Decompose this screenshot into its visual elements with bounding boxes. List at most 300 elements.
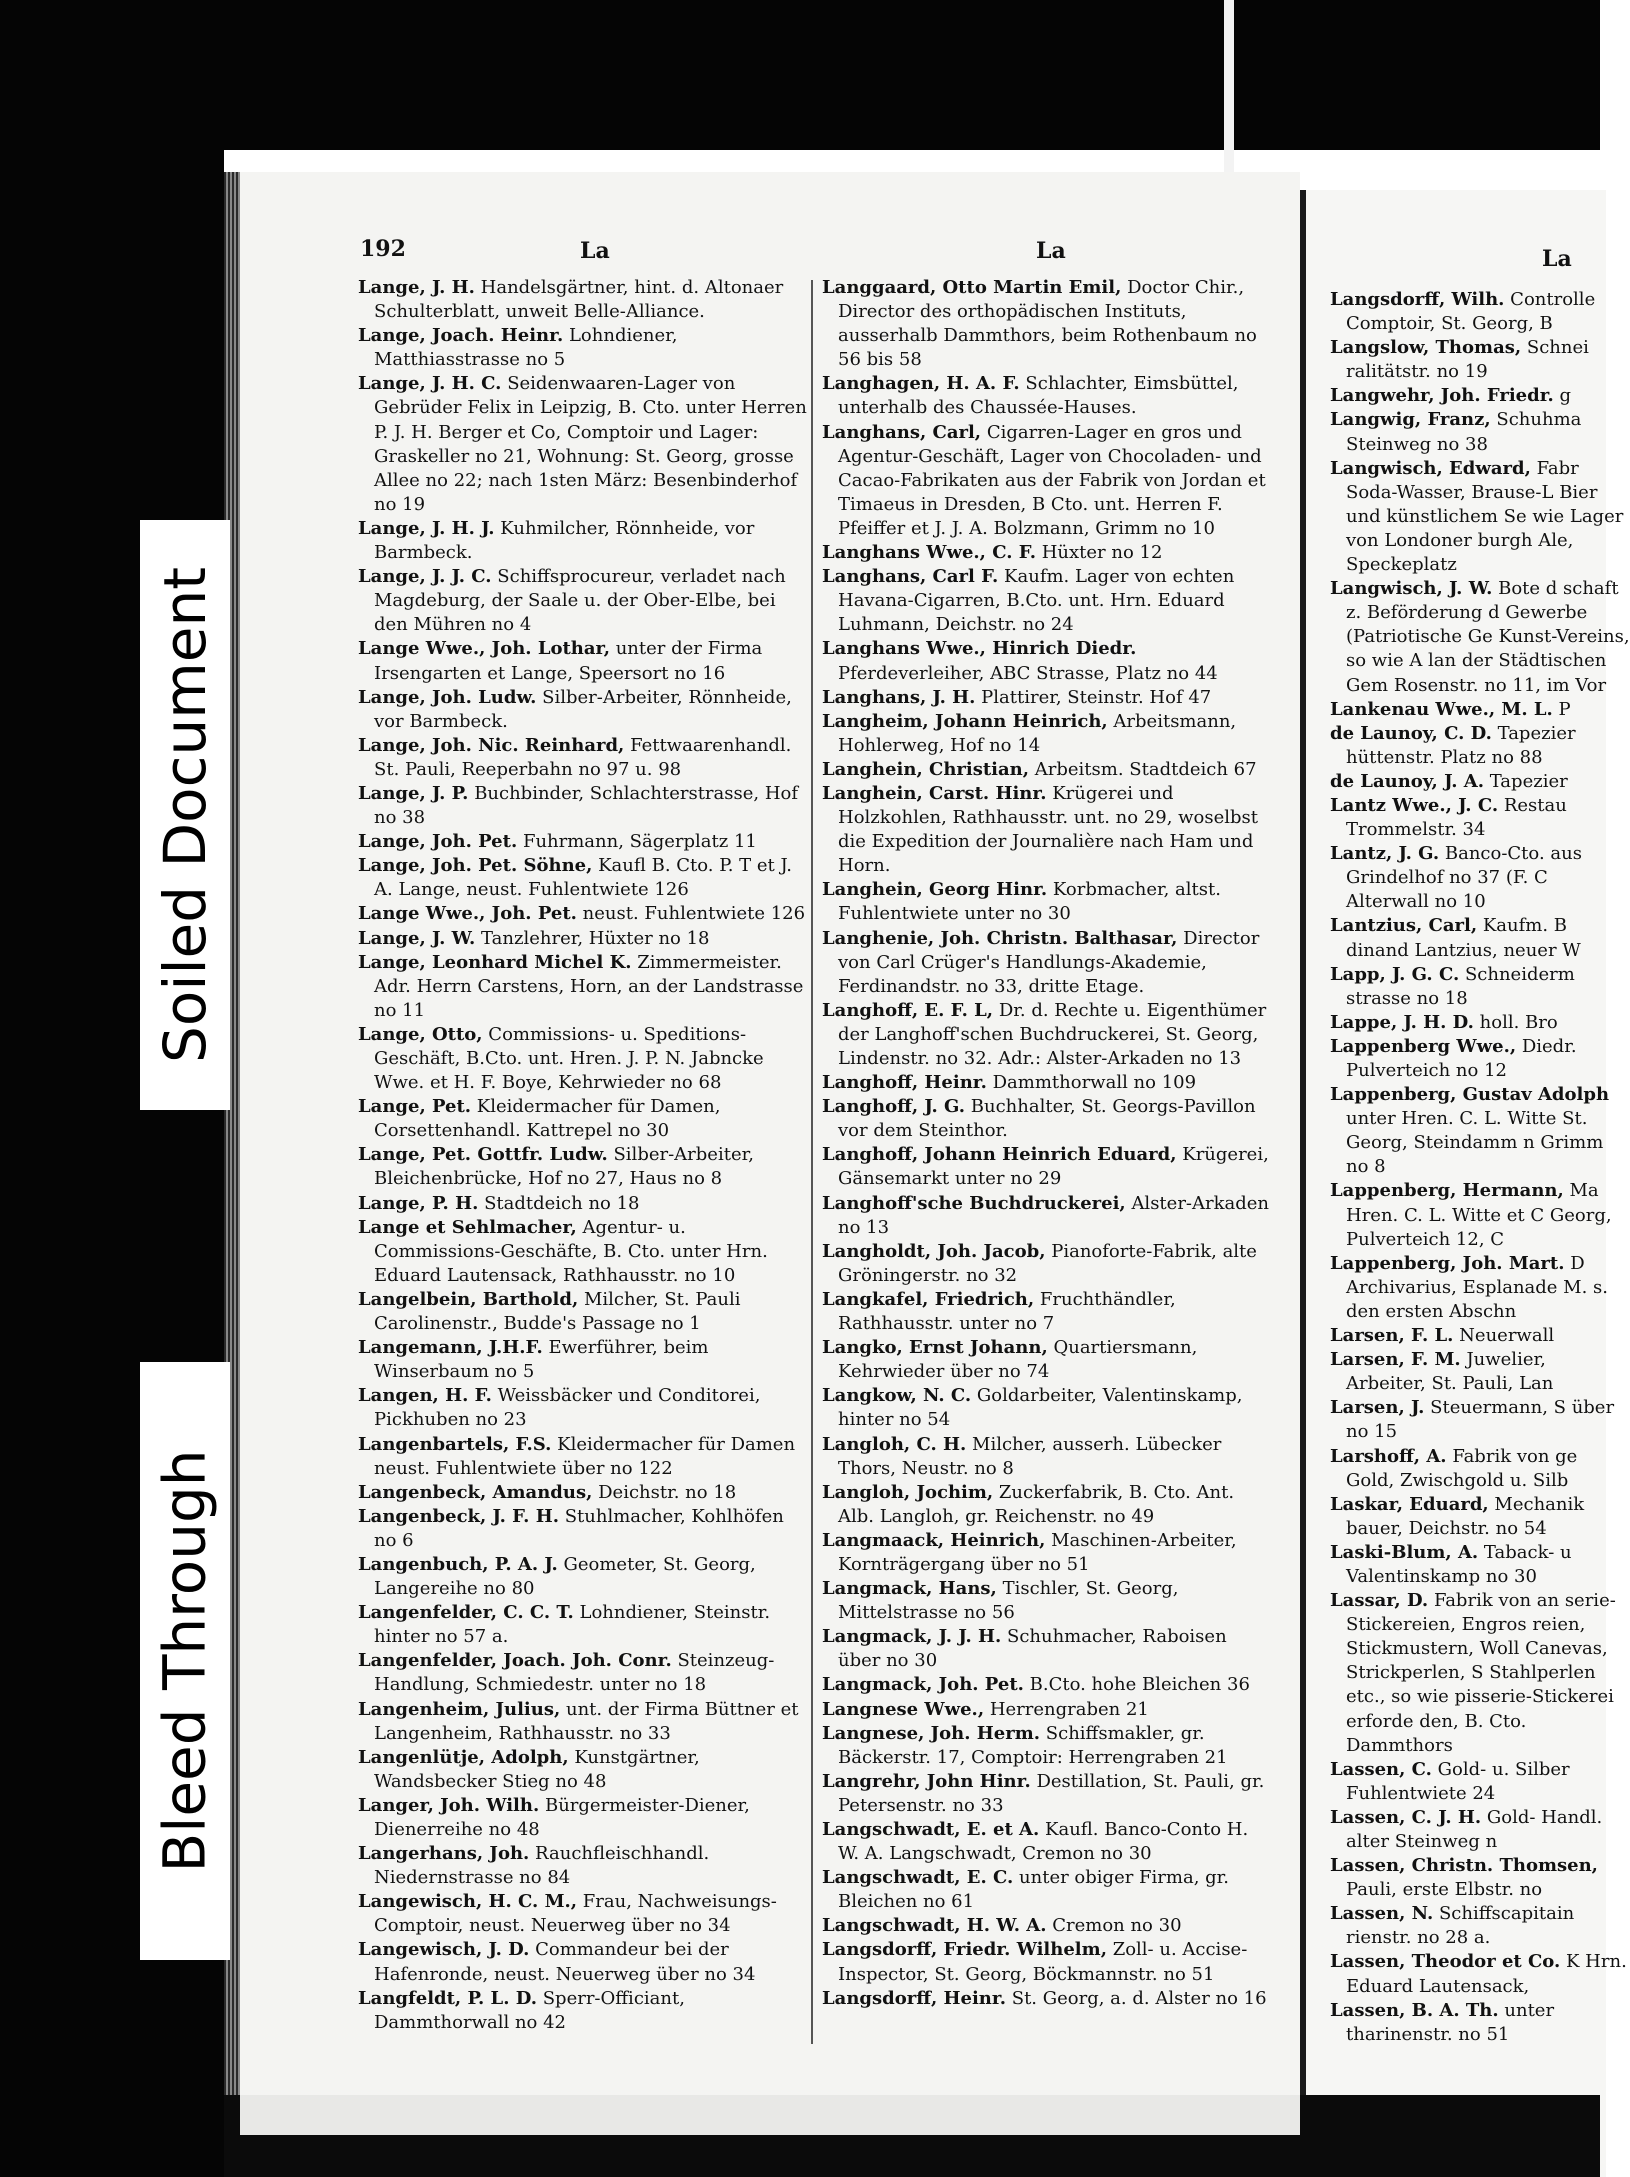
entry-details: unter Hren. C. L. Witte St. Georg, Steindamm n Grimm no 8 — [1346, 1108, 1604, 1178]
directory-entry — [822, 878, 1274, 926]
entry-details: Pferdeverleiher, ABC Strasse, Platz no 44 — [838, 662, 1218, 684]
directory-entry — [358, 1481, 810, 1505]
entry-name: Langwisch, Edward, — [1330, 457, 1531, 479]
entry-details: Zimmermeister. Adr. Herrn Carstens, Horn, an der Landstrasse no 11 — [374, 951, 804, 1021]
entry-details: Milcher, ausserh. Lübecker Thors, Neustr. no 8 — [838, 1433, 1222, 1479]
directory-entry — [1330, 1589, 1630, 1758]
entry-details: Hüxter no 12 — [1041, 542, 1163, 564]
directory-entry — [358, 1288, 810, 1336]
middle-column — [822, 276, 1274, 2011]
entry-name: Langenfelder, Joach. Joh. Conr. — [358, 1650, 672, 1672]
entry-name: Langenlütje, Adolph, — [358, 1746, 569, 1768]
directory-entry — [358, 1649, 810, 1697]
entry-name: Lapp, J. G. C. — [1330, 963, 1460, 985]
entry-name: Langrehr, John Hinr. — [822, 1770, 1031, 1792]
directory-entry — [822, 1770, 1274, 1818]
entry-name: Larshoff, A. — [1330, 1445, 1447, 1467]
entry-details: unt. der Firma Büttner et Langenheim, Rathhausstr. no 33 — [374, 1698, 799, 1744]
running-head-right: La — [1542, 246, 1572, 272]
directory-entry — [822, 1577, 1274, 1625]
entry-name: Lange, Joh. Pet. — [358, 831, 518, 853]
directory-entry — [822, 1433, 1274, 1481]
page-number: 192 — [360, 236, 406, 262]
entry-details: Fabrik von ge Gold, Zwischgold u. Silb — [1346, 1445, 1578, 1491]
entry-details: Silber-Arbeiter, Bleichenbrücke, Hof no 27, Haus no 8 — [374, 1144, 754, 1190]
directory-entry — [822, 541, 1274, 565]
directory-entry — [1330, 577, 1630, 697]
entry-name: Langhans Wwe., C. F. — [822, 542, 1036, 564]
entry-name: de Launoy, J. A. — [1330, 770, 1484, 792]
directory-entry — [358, 927, 810, 951]
entry-name: Langewisch, H. C. M., — [358, 1891, 578, 1913]
entry-details: Quartiersmann, Kehrwieder über no 74 — [838, 1337, 1198, 1383]
scan-background-top — [0, 0, 1600, 150]
entry-name: Lassen, C. J. H. — [1330, 1806, 1482, 1828]
directory-entry — [1330, 457, 1630, 577]
directory-entry — [822, 1095, 1274, 1143]
directory-entry — [822, 1698, 1274, 1722]
directory-entry — [358, 1987, 810, 2035]
entry-details: Sperr-Officiant, Dammthorwall no 42 — [374, 1987, 685, 2033]
directory-entry — [822, 999, 1274, 1071]
entry-details: Schuhma Steinweg no 38 — [1346, 409, 1582, 455]
entry-details: Krügerei, Gänsemarkt unter no 29 — [838, 1144, 1269, 1190]
entry-name: Lange, J. H. — [358, 277, 475, 298]
directory-entry — [358, 1698, 810, 1746]
entry-name: Langhoff'sche Buchdruckerei, — [822, 1192, 1126, 1214]
entry-name: Lange, P. H. — [358, 1192, 479, 1214]
directory-entry — [1330, 1950, 1630, 1998]
entry-name: Lange, Pet. — [358, 1096, 472, 1118]
entry-details: Steinzeug-Handlung, Schmiedestr. unter no 18 — [374, 1650, 775, 1696]
entry-name: Laski-Blum, A. — [1330, 1541, 1479, 1563]
entry-name: Langelbein, Barthold, — [358, 1288, 579, 1310]
entry-details: Steuermann, S über no 15 — [1346, 1397, 1615, 1443]
directory-entry — [822, 758, 1274, 782]
entry-name: Lantz, J. G. — [1330, 843, 1440, 865]
entry-name: Lange, J. H. J. — [358, 517, 495, 539]
entry-details: Dammthorwall no 109 — [992, 1072, 1197, 1094]
entry-name: Langloh, C. H. — [822, 1433, 967, 1455]
entry-details: Deichstr. no 18 — [598, 1481, 737, 1503]
directory-entry — [1330, 384, 1630, 408]
directory-entry — [358, 734, 810, 782]
directory-entry — [358, 565, 810, 637]
entry-name: Langwehr, Joh. Friedr. — [1330, 385, 1554, 407]
directory-entry — [1330, 1011, 1630, 1035]
entry-details: Silber-Arbeiter, Rönnheide, vor Barmbeck. — [374, 686, 792, 732]
directory-entry — [1330, 1035, 1630, 1083]
entry-name: Langhoff, Heinr. — [822, 1072, 987, 1094]
entry-name: de Launoy, C. D. — [1330, 722, 1492, 744]
entry-name: Langschwadt, H. W. A. — [822, 1915, 1047, 1937]
entry-details: Fuhrmann, Sägerplatz 11 — [522, 831, 757, 853]
entry-details: Gold- Handl. alter Steinweg n — [1346, 1806, 1603, 1852]
entry-details: Tapezier hüttenstr. Platz no 88 — [1346, 722, 1576, 768]
entry-details: Arbeitsmann, Hohlerweg, Hof no 14 — [838, 710, 1237, 756]
entry-details: Schnei ralitätstr. no 19 — [1346, 337, 1589, 383]
entry-details: Rauchfleischhandl. Niedernstrasse no 84 — [374, 1843, 710, 1889]
entry-details: holl. Bro — [1479, 1011, 1558, 1033]
entry-details: Ewerführer, beim Winserbaum no 5 — [374, 1337, 709, 1383]
entry-name: Langemann, J.H.F. — [358, 1337, 543, 1359]
entry-name: Lassen, B. A. Th. — [1330, 1999, 1499, 2021]
entry-name: Langenbartels, F.S. — [358, 1433, 552, 1455]
entry-name: Langenbeck, J. F. H. — [358, 1505, 559, 1527]
entry-name: Langhans, Carl, — [822, 421, 982, 443]
entry-details: Stadtdeich no 18 — [484, 1192, 640, 1214]
entry-details: D Archivarius, Esplanade M. s. den ersten Abschn — [1346, 1252, 1609, 1322]
entry-name: Langwig, Franz, — [1330, 409, 1491, 431]
entry-name: Lassar, D. — [1330, 1590, 1429, 1612]
directory-entry — [358, 517, 810, 565]
entry-name: Langslow, Thomas, — [1330, 337, 1522, 359]
directory-entry — [822, 1625, 1274, 1673]
directory-entry — [358, 1095, 810, 1143]
entry-name: Lange Wwe., Joh. Pet. — [358, 903, 577, 925]
entry-details: Pauli, erste Elbstr. no — [1346, 1879, 1543, 1901]
entry-details: Zoll- u. Accise-Inspector, St. Georg, Böckmannstr. no 51 — [838, 1939, 1248, 1985]
entry-name: Lassen, Christn. Thomsen, — [1330, 1855, 1598, 1877]
entry-details: Fruchthändler, Rathhausstr. unter no 7 — [838, 1288, 1176, 1335]
entry-name: Lantz Wwe., J. C. — [1330, 794, 1499, 816]
entry-details: Seidenwaaren-Lager von Gebrüder Felix in Leipzig, B. Cto. unter Herren P. J. H. Berger et Co, Comptoir und Lager: Graskeller no 21, Wohnung: St. Georg, grosse Allee no 22; nach 1sten März: Besenbinderhof no 19 — [374, 373, 807, 515]
directory-entry — [1330, 1541, 1630, 1589]
entry-details: Weissbäcker und Conditorei, Pickhuben no 23 — [374, 1385, 761, 1431]
entry-details: Schuhmacher, Raboisen über no 30 — [838, 1626, 1227, 1672]
entry-name: Langko, Ernst Johann, — [822, 1337, 1048, 1359]
entry-name: Langkafel, Friedrich, — [822, 1288, 1035, 1310]
entry-name: Langnese Wwe., — [822, 1698, 985, 1720]
entry-details: Lohndiener, Matthiasstrasse no 5 — [374, 325, 678, 371]
entry-details: Plattirer, Steinstr. Hof 47 — [981, 686, 1212, 708]
entry-details: Buchhalter, St. Georgs-Pavillon vor dem Steinthor. — [838, 1096, 1256, 1142]
entry-details: Stuhlmacher, Kohlhöfen no 6 — [374, 1505, 784, 1551]
entry-name: Langhans, Carl F. — [822, 566, 999, 588]
entry-details: Geometer, St. Georg, Langereihe no 80 — [374, 1553, 756, 1600]
entry-name: Lange et Sehlmacher, — [358, 1216, 577, 1238]
entry-name: Langschwadt, E. et A. — [822, 1819, 1040, 1840]
directory-entry — [358, 637, 810, 685]
directory-entry — [358, 782, 810, 830]
directory-entry — [358, 1601, 810, 1649]
entry-details: Agentur- u. Commissions-Geschäfte, B. Cto. unter Hrn. Eduard Lautensack, Rathhausstr. no 10 — [374, 1216, 768, 1286]
directory-entry — [822, 1288, 1274, 1336]
directory-entry — [358, 902, 810, 926]
directory-entry — [822, 1938, 1274, 1986]
entry-name: Langhoff, E. F. L, — [822, 999, 994, 1021]
entry-details: B.Cto. hohe Bleichen 36 — [1029, 1674, 1250, 1696]
directory-entry — [358, 1023, 810, 1095]
entry-details: Bürgermeister-Diener, Dienerreihe no 48 — [374, 1794, 750, 1840]
entry-details: P — [1558, 698, 1571, 720]
entry-details: Lohndiener, Steinstr. hinter no 57 a. — [374, 1602, 771, 1648]
entry-name: Langfeldt, P. L. D. — [358, 1987, 537, 2009]
directory-entry — [822, 1143, 1274, 1191]
entry-details: Fabrik von an serie-Stickereien, Engros reien, Stickmustern, Woll Canevas, Strickperlen, S Stahlperlen etc., so wie pisserie-Stickerei erforde den, B. Cto. Dammthors — [1346, 1590, 1616, 1756]
directory-entry — [822, 782, 1274, 878]
directory-entry — [1330, 963, 1630, 1011]
directory-entry — [1330, 1999, 1630, 2047]
bleed-through-label: Bleed Through — [140, 1362, 230, 1960]
entry-name: Lappenberg, Hermann, — [1330, 1180, 1564, 1202]
directory-entry — [358, 1938, 810, 1986]
directory-entry — [822, 1673, 1274, 1697]
directory-entry — [822, 1384, 1274, 1432]
directory-entry — [1330, 1854, 1630, 1902]
entry-details: Goldarbeiter, Valentinskamp, hinter no 54 — [838, 1385, 1243, 1431]
entry-name: Larsen, J. — [1330, 1397, 1425, 1419]
directory-entry — [1330, 1083, 1630, 1179]
entry-details: Schneiderm strasse no 18 — [1346, 963, 1575, 1009]
entry-name: Langhagen, H. A. F. — [822, 373, 1020, 395]
entry-name: Langhoff, Johann Heinrich Eduard, — [822, 1144, 1177, 1166]
directory-entry — [822, 1914, 1274, 1938]
entry-details: Kleidermacher für Damen neust. Fuhlentwiete über no 122 — [374, 1433, 796, 1479]
directory-entry — [358, 830, 810, 854]
directory-entry — [1330, 288, 1630, 336]
entry-name: Langgaard, Otto Martin Emil, — [822, 277, 1122, 298]
entry-details: K Hrn. Eduard Lautensack, — [1346, 1951, 1627, 1997]
entry-name: Langmaack, Heinrich, — [822, 1529, 1046, 1551]
entry-details: Schiffsmakler, gr. Bäckerstr. 17, Comptoir: Herrengraben 21 — [838, 1722, 1228, 1768]
directory-entry — [1330, 842, 1630, 914]
entry-details: Tapezier — [1489, 770, 1568, 792]
directory-entry — [358, 1842, 810, 1890]
directory-entry — [1330, 1396, 1630, 1444]
entry-details: Pianoforte-Fabrik, alte Gröningerstr. no 32 — [838, 1240, 1257, 1286]
entry-details: neust. Fuhlentwiete 126 — [582, 903, 806, 925]
entry-name: Langen, H. F. — [358, 1385, 492, 1407]
directory-entry — [358, 1433, 810, 1481]
entry-name: Langhans, J. H. — [822, 686, 976, 708]
entry-details: Schiffscapitain rienstr. no 28 a. — [1346, 1903, 1575, 1949]
directory-entry — [358, 686, 810, 734]
entry-details: Frau, Nachweisungs-Comptoir, neust. Neuerweg über no 34 — [374, 1891, 777, 1937]
directory-entry — [1330, 722, 1630, 770]
entry-name: Lankenau Wwe., M. L. — [1330, 698, 1553, 720]
entry-details: Schiffsprocureur, verladet nach Magdeburg, der Saale u. der Ober-Elbe, bei den Mühren no 4 — [374, 566, 786, 636]
entry-name: Lange, J. P. — [358, 782, 469, 804]
entry-name: Lange, Joh. Nic. Reinhard, — [358, 734, 625, 756]
entry-details: Kaufl. Banco-Conto H. W. A. Langschwadt, Cremon no 30 — [838, 1819, 1249, 1865]
page-bottom-edge — [240, 2095, 1300, 2135]
directory-entry — [822, 710, 1274, 758]
entry-details: Kaufm. Lager von echten Havana-Cigarren, B.Cto. unt. Hrn. Eduard Luhmann, Deichstr. no 24 — [838, 566, 1235, 636]
entry-name: Langnese, Joh. Herm. — [822, 1722, 1041, 1744]
entry-details: Kuhmilcher, Rönnheide, vor Barmbeck. — [374, 517, 755, 564]
directory-entry — [358, 1746, 810, 1794]
entry-name: Lange, J. H. C. — [358, 373, 502, 395]
entry-name: Lassen, N. — [1330, 1903, 1434, 1925]
directory-entry — [358, 1553, 810, 1601]
entry-name: Langenbuch, P. A. J. — [358, 1553, 558, 1575]
entry-name: Langmack, Joh. Pet. — [822, 1674, 1024, 1696]
entry-name: Langhein, Christian, — [822, 758, 1030, 780]
entry-details: Alster-Arkaden no 13 — [838, 1192, 1270, 1238]
entry-details: Cremon no 30 — [1052, 1915, 1182, 1937]
directory-entry — [822, 1866, 1274, 1914]
entry-name: Lappenberg, Gustav Adolph — [1330, 1084, 1610, 1106]
entry-details: Milcher, St. Pauli Carolinenstr., Budde's Passage no 1 — [374, 1288, 741, 1335]
directory-entry — [1330, 1179, 1630, 1251]
directory-entry — [1330, 1902, 1630, 1950]
left-column — [358, 276, 810, 2035]
entry-name: Langerhans, Joh. — [358, 1843, 530, 1865]
directory-entry — [358, 1890, 810, 1938]
entry-name: Lange, Joach. Heinr. — [358, 325, 564, 347]
entry-details: g — [1559, 385, 1572, 407]
soiled-document-label: Soiled Document — [140, 520, 230, 1110]
entry-details: Destillation, St. Pauli, gr. Petersenstr. no 33 — [838, 1770, 1265, 1816]
directory-entry — [358, 1192, 810, 1216]
entry-name: Lange, J. W. — [358, 927, 476, 949]
entry-name: Langmack, Hans, — [822, 1578, 997, 1600]
entry-name: Langhein, Georg Hinr. — [822, 879, 1048, 901]
directory-entry — [1330, 914, 1630, 962]
entry-details: Buchbinder, Schlachterstrasse, Hof no 38 — [374, 782, 799, 829]
directory-entry — [358, 1143, 810, 1191]
directory-entry — [1330, 1493, 1630, 1541]
entry-details: Kaufm. B dinand Lantzius, neuer W — [1346, 915, 1581, 961]
entry-details: Director von Carl Crüger's Handlungs-Akademie, Ferdinandstr. no 33, dritte Etage. — [838, 927, 1260, 997]
entry-name: Langenheim, Julius, — [358, 1698, 561, 1720]
running-head-middle: La — [1036, 238, 1066, 264]
entry-details: Kaufl B. Cto. P. T et J. A. Lange, neust. Fuhlentwiete 126 — [374, 855, 793, 901]
directory-entry — [1330, 794, 1630, 842]
entry-name: Langenbeck, Amandus, — [358, 1481, 593, 1503]
entry-name: Lange Wwe., Joh. Lothar, — [358, 638, 610, 660]
entry-name: Langheim, Johann Heinrich, — [822, 710, 1108, 732]
entry-name: Larsen, F. L. — [1330, 1325, 1454, 1347]
entry-details: Arbeitsm. Stadtdeich 67 — [1034, 758, 1257, 780]
directory-entry — [822, 927, 1274, 999]
directory-entry — [822, 1529, 1274, 1577]
facing-page-column — [1330, 288, 1630, 2047]
entry-details: unter der Firma Irsengarten et Lange, Speersort no 16 — [374, 638, 763, 684]
directory-entry — [1330, 770, 1630, 794]
column-divider — [811, 280, 813, 2044]
entry-details: Schlachter, Eimsbüttel, unterhalb des Chaussée-Hauses. — [838, 373, 1239, 419]
directory-entry — [358, 1336, 810, 1384]
entry-name: Langhoff, J. G. — [822, 1096, 966, 1118]
directory-entry — [1330, 1445, 1630, 1493]
entry-details: Korbmacher, altst. Fuhlentwiete unter no 30 — [838, 879, 1221, 925]
entry-details: Mechanik bauer, Deichstr. no 54 — [1346, 1493, 1585, 1539]
entry-details: Kleidermacher für Damen, Corsettenhandl. Kattrepel no 30 — [374, 1096, 721, 1142]
entry-name: Laskar, Eduard, — [1330, 1493, 1489, 1515]
directory-entry — [1330, 1252, 1630, 1324]
entry-details: Handelsgärtner, hint. d. Altonaer Schulterblatt, unweit Belle-Alliance. — [374, 277, 784, 323]
entry-details: Gold- u. Silber Fuhlentwiete 24 — [1346, 1758, 1570, 1804]
directory-entry — [822, 1336, 1274, 1384]
directory-entry — [358, 854, 810, 902]
entry-name: Lantzius, Carl, — [1330, 915, 1478, 937]
directory-entry — [1330, 1348, 1630, 1396]
entry-name: Lange, Otto, — [358, 1023, 483, 1045]
entry-details: Taback- u Valentinskamp no 30 — [1346, 1541, 1572, 1587]
entry-name: Langholdt, Joh. Jacob, — [822, 1240, 1046, 1262]
entry-name: Langschwadt, E. C. — [822, 1867, 1014, 1889]
entry-name: Lappenberg Wwe., — [1330, 1035, 1517, 1057]
directory-entry — [358, 372, 810, 517]
entry-details: Herrengraben 21 — [989, 1698, 1149, 1720]
directory-entry — [822, 1240, 1274, 1288]
entry-details: Restau Trommelstr. 34 — [1346, 794, 1567, 841]
entry-name: Langsdorff, Wilh. — [1330, 289, 1505, 310]
directory-entry — [358, 1384, 810, 1432]
entry-name: Langloh, Jochim, — [822, 1481, 994, 1503]
directory-entry — [822, 1192, 1274, 1240]
entry-details: Cigarren-Lager en gros und Agentur-Geschäft, Lager von Chocoladen- und Cacao-Fabrikaten aus der Fabrik von Jordan et Timaeus in Dresden, B Cto. unt. Herren F. Pfeiffer et J. J. A. Bolzmann, Grimm no 10 — [838, 421, 1266, 539]
directory-entry — [822, 421, 1274, 541]
directory-entry — [358, 1794, 810, 1842]
entry-details: Fettwaarenhandl. St. Pauli, Reeperbahn no 97 u. 98 — [374, 734, 792, 780]
entry-details: Maschinen-Arbeiter, Kornträgergang über no 51 — [838, 1529, 1237, 1575]
entry-details: Kunstgärtner, Wandsbecker Stieg no 48 — [374, 1746, 700, 1792]
directory-entry — [358, 324, 810, 372]
directory-entry — [822, 1818, 1274, 1866]
entry-details: Neuerwall — [1459, 1325, 1555, 1347]
entry-details: Banco-Cto. aus Grindelhof no 37 (F. C Alterwall no 10 — [1346, 843, 1582, 913]
entry-name: Langhenie, Joh. Christn. Balthasar, — [822, 927, 1178, 949]
entry-details: Bote d schaft z. Beförderung d Gewerbe (Patriotische Ge Kunst-Vereins, so wie A lan der Städtischen Gem Rosenstr. no 11, im Vor — [1346, 578, 1630, 696]
directory-entry — [358, 1216, 810, 1288]
directory-entry — [1330, 698, 1630, 722]
entry-name: Lange, Pet. Gottfr. Ludw. — [358, 1144, 608, 1166]
entry-details: Tischler, St. Georg, Mittelstrasse no 56 — [838, 1578, 1179, 1624]
directory-entry — [358, 276, 810, 324]
entry-details: unter obiger Firma, gr. Bleichen no 61 — [838, 1867, 1230, 1913]
directory-entry — [822, 686, 1274, 710]
directory-entry — [1330, 1806, 1630, 1854]
entry-details: Krügerei und Holzkohlen, Rathhausstr. unt. no 29, woselbst die Expedition der Journalière nach Ham und Horn. — [838, 782, 1259, 877]
entry-details: Commissions- u. Speditions-Geschäft, B.Cto. unt. Hren. J. P. N. Jabncke Wwe. et H. F. Boye, Kehrwieder no 68 — [374, 1023, 764, 1094]
entry-name: Lange, Joh. Pet. Söhne, — [358, 855, 593, 877]
entry-name: Langmack, J. J. H. — [822, 1626, 1002, 1648]
entry-details: Ma Hren. C. L. Witte et C Georg, Pulverteich 12, C — [1346, 1180, 1612, 1250]
directory-entry — [822, 1071, 1274, 1095]
entry-name: Lassen, Theodor et Co. — [1330, 1951, 1561, 1973]
entry-name: Langkow, N. C. — [822, 1385, 972, 1407]
directory-entry — [822, 1722, 1274, 1770]
directory-entry — [1330, 408, 1630, 456]
directory-entry — [1330, 1324, 1630, 1348]
entry-details: Diedr. Pulverteich no 12 — [1346, 1035, 1577, 1081]
entry-name: Langhans Wwe., Hinrich Diedr. — [822, 638, 1137, 660]
directory-entry — [822, 637, 1274, 685]
entry-name: Larsen, F. M. — [1330, 1349, 1461, 1371]
entry-details: Tanzlehrer, Hüxter no 18 — [481, 927, 710, 949]
entry-details: Fabr Soda-Wasser, Brause-L Bier und künstlichem Se wie Lager von Londoner burgh Ale, Speckeplatz — [1346, 457, 1624, 576]
entry-name: Langsdorff, Friedr. Wilhelm, — [822, 1939, 1107, 1961]
directory-entry — [358, 1505, 810, 1553]
entry-name: Langewisch, J. D. — [358, 1939, 530, 1961]
entry-name: Lange, J. J. C. — [358, 566, 492, 588]
entry-name: Langer, Joh. Wilh. — [358, 1794, 540, 1816]
entry-details: Commandeur bei der Hafenronde, neust. Neuerweg über no 34 — [374, 1939, 756, 1985]
directory-entry — [822, 1481, 1274, 1529]
entry-details: Controlle Comptoir, St. Georg, B — [1346, 289, 1596, 335]
entry-name: Lassen, C. — [1330, 1758, 1432, 1780]
entry-name: Lappe, J. H. D. — [1330, 1011, 1474, 1033]
directory-entry — [822, 276, 1274, 372]
directory-entry — [822, 1987, 1274, 2011]
directory-entry — [1330, 1758, 1630, 1806]
entry-name: Lange, Leonhard Michel K. — [358, 951, 632, 973]
entry-name: Lappenberg, Joh. Mart. — [1330, 1252, 1565, 1274]
directory-entry — [822, 372, 1274, 420]
